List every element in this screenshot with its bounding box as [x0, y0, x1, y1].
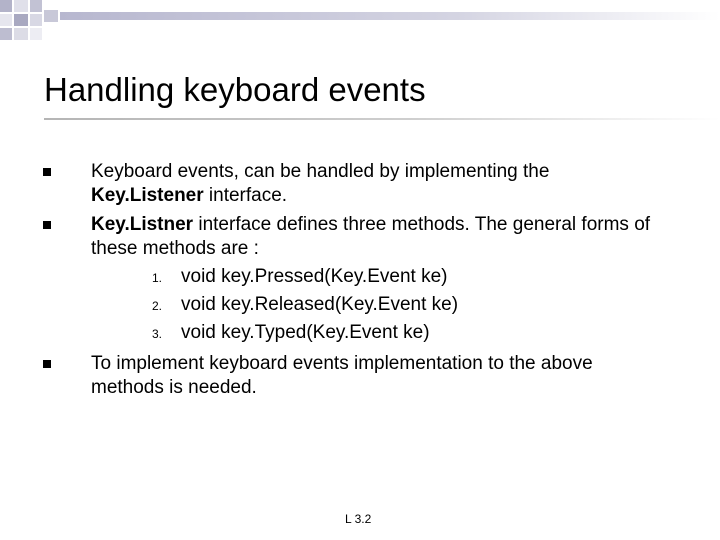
method-number: 3.: [152, 327, 163, 341]
square-bullet-icon: [43, 360, 51, 368]
keyword: Key.Listener: [91, 185, 204, 206]
deco-square: [14, 14, 28, 26]
bullet-1-line-1: Keyboard events, can be handled by implementing the: [91, 161, 550, 182]
deco-square: [0, 0, 12, 12]
deco-square: [14, 0, 28, 12]
method-text: void key.Typed(Key.Event ke): [181, 322, 430, 343]
method-item: [152, 293, 162, 318]
decorative-header-pattern: [0, 0, 720, 50]
title-underline: [44, 118, 720, 120]
square-bullet-icon: [43, 168, 51, 176]
method-text: void key.Released(Key.Event ke): [181, 294, 459, 315]
method-item: [152, 265, 162, 290]
method-text: void key.Pressed(Key.Event ke): [181, 266, 448, 287]
bullet-3-line-2: methods is needed.: [91, 377, 257, 398]
slide-title: Handling keyboard events: [44, 71, 426, 108]
keyword: Key.Listner: [91, 214, 194, 235]
deco-square: [0, 28, 12, 40]
method-number: 2.: [152, 299, 163, 313]
deco-square: [30, 14, 42, 26]
method-number: 1.: [152, 271, 163, 285]
slide-footer: L 3.2: [345, 512, 372, 526]
method-item: [152, 321, 162, 346]
bullet-2-line-2: these methods are :: [91, 238, 259, 259]
bullet-1-line-2: Key.Listener interface.: [91, 185, 288, 206]
bullet-3-line-1: To implement keyboard events implementation to the above: [91, 353, 593, 374]
deco-square: [30, 0, 42, 12]
header-gradient-bar: [60, 12, 720, 20]
deco-square: [30, 28, 42, 40]
bullet-2-line-1: Key.Listner interface defines three methods. The general forms of: [91, 214, 651, 235]
deco-square: [0, 14, 12, 26]
square-bullet-icon: [43, 221, 51, 229]
deco-square: [44, 10, 58, 22]
deco-square: [14, 28, 28, 40]
